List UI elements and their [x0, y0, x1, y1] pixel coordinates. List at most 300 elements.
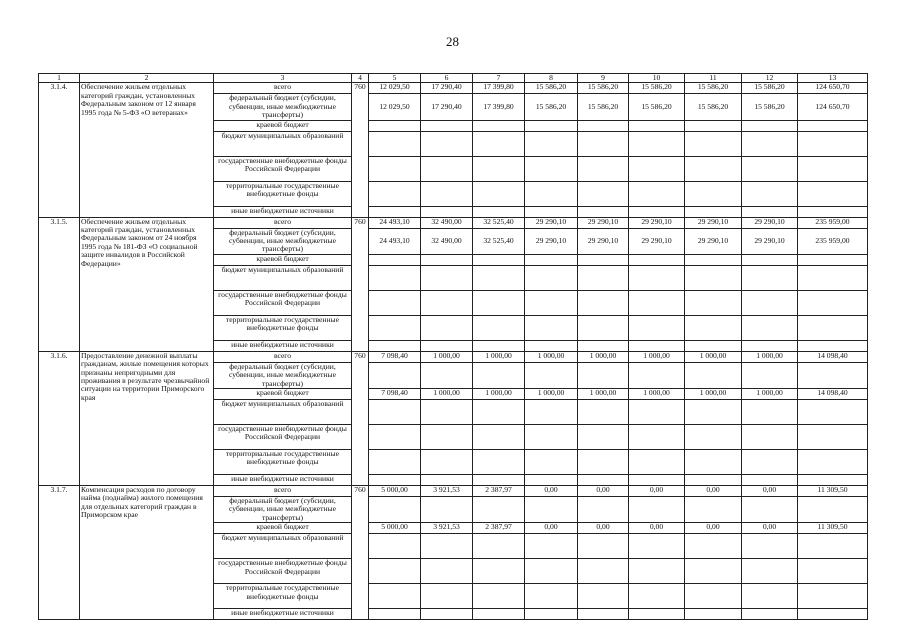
value-cell [742, 206, 798, 217]
value-cell: 29 290,10 [742, 228, 798, 254]
value-cell [629, 362, 685, 388]
value-cell: 17 399,80 [473, 83, 525, 94]
funding-source: бюджет муниципальных образований [214, 131, 352, 156]
value-cell [473, 559, 525, 584]
funding-source: бюджет муниципальных образований [214, 265, 352, 290]
funding-source: государственные внебюджетные фонды Российской Федерации [214, 156, 352, 181]
value-cell [798, 400, 868, 425]
value-cell [578, 315, 629, 340]
value-cell [473, 534, 525, 559]
value-cell [525, 425, 578, 450]
value-cell [798, 290, 868, 315]
value-cell: 15 586,20 [578, 94, 629, 120]
value-cell [369, 181, 421, 206]
value-cell [473, 254, 525, 265]
value-cell: 5 000,00 [369, 486, 421, 497]
value-cell [742, 181, 798, 206]
value-cell [421, 450, 473, 475]
value-cell: 5 000,00 [369, 523, 421, 534]
value-cell [685, 315, 742, 340]
value-cell: 12 029,50 [369, 94, 421, 120]
value-cell [369, 609, 421, 620]
value-cell: 17 290,40 [421, 83, 473, 94]
value-cell [798, 559, 868, 584]
value-cell: 124 650,70 [798, 83, 868, 94]
value-cell [421, 425, 473, 450]
funding-source: краевой бюджет [214, 254, 352, 265]
value-cell [629, 290, 685, 315]
value-cell [798, 120, 868, 131]
value-cell [473, 362, 525, 388]
value-cell [629, 609, 685, 620]
table-row [39, 217, 868, 228]
value-cell [578, 120, 629, 131]
value-cell [421, 534, 473, 559]
value-cell [578, 559, 629, 584]
value-cell [685, 131, 742, 156]
value-cell [473, 450, 525, 475]
value-cell [473, 131, 525, 156]
funding-source: краевой бюджет [214, 120, 352, 131]
section-number: 3.1.6. [39, 351, 80, 485]
value-cell [629, 584, 685, 609]
value-cell [525, 534, 578, 559]
value-cell [742, 584, 798, 609]
value-cell [629, 425, 685, 450]
value-cell [473, 120, 525, 131]
value-cell [369, 290, 421, 315]
value-cell [629, 181, 685, 206]
value-cell [525, 254, 578, 265]
value-cell [798, 340, 868, 351]
value-cell: 0,00 [742, 486, 798, 497]
value-cell [742, 362, 798, 388]
value-cell [578, 206, 629, 217]
value-cell: 15 586,20 [629, 94, 685, 120]
value-cell: 0,00 [525, 486, 578, 497]
value-cell [685, 400, 742, 425]
value-cell [473, 265, 525, 290]
value-cell [369, 584, 421, 609]
value-cell [742, 156, 798, 181]
funding-source: краевой бюджет [214, 523, 352, 534]
value-cell: 15 586,20 [742, 83, 798, 94]
value-cell [629, 315, 685, 340]
value-cell: 29 290,10 [742, 217, 798, 228]
value-cell [525, 362, 578, 388]
value-cell [525, 120, 578, 131]
value-cell [629, 450, 685, 475]
value-cell: 3 921,53 [421, 486, 473, 497]
value-cell [421, 131, 473, 156]
value-cell [578, 362, 629, 388]
value-cell: 1 000,00 [578, 389, 629, 400]
value-cell [798, 156, 868, 181]
value-cell [369, 559, 421, 584]
value-cell [798, 584, 868, 609]
funding-source: государственные внебюджетные фонды Российской Федерации [214, 425, 352, 450]
value-cell [578, 181, 629, 206]
value-cell [685, 609, 742, 620]
value-cell [525, 206, 578, 217]
funding-source: территориальные государственные внебюджетные фонды [214, 450, 352, 475]
column-header: 4 [352, 74, 369, 83]
value-cell: 0,00 [629, 486, 685, 497]
value-cell [473, 206, 525, 217]
value-cell [473, 584, 525, 609]
value-cell [685, 265, 742, 290]
header-row [39, 74, 868, 83]
value-cell: 32 525,40 [473, 228, 525, 254]
value-cell: 32 490,00 [421, 228, 473, 254]
value-cell [473, 425, 525, 450]
column-header: 6 [421, 74, 473, 83]
value-cell [685, 584, 742, 609]
value-cell: 24 493,10 [369, 217, 421, 228]
value-cell [798, 362, 868, 388]
table-row [39, 83, 868, 94]
value-cell [629, 265, 685, 290]
value-cell [421, 181, 473, 206]
value-cell [798, 315, 868, 340]
value-cell [525, 181, 578, 206]
funding-source: краевой бюджет [214, 389, 352, 400]
value-cell: 2 387,97 [473, 523, 525, 534]
value-cell: 0,00 [685, 523, 742, 534]
section-name: Компенсация расходов по договору найма (поднайма) жилого помещения для отдельных категорий граждан в Приморском крае [80, 486, 214, 620]
value-cell [369, 315, 421, 340]
value-cell [525, 340, 578, 351]
value-cell [578, 425, 629, 450]
value-cell [421, 400, 473, 425]
column-header: 7 [473, 74, 525, 83]
value-cell [578, 534, 629, 559]
value-cell [685, 206, 742, 217]
value-cell [578, 156, 629, 181]
agency-code: 760 [352, 486, 369, 620]
value-cell: 15 586,20 [578, 83, 629, 94]
value-cell [473, 340, 525, 351]
value-cell: 32 490,00 [421, 217, 473, 228]
value-cell [578, 497, 629, 523]
value-cell: 7 098,40 [369, 351, 421, 362]
value-cell [685, 475, 742, 486]
value-cell: 1 000,00 [578, 351, 629, 362]
value-cell: 17 399,80 [473, 94, 525, 120]
value-cell [369, 362, 421, 388]
value-cell [473, 156, 525, 181]
value-cell [798, 497, 868, 523]
value-cell [421, 475, 473, 486]
value-cell [421, 497, 473, 523]
page-number: 28 [446, 34, 459, 49]
value-cell: 7 098,40 [369, 389, 421, 400]
value-cell [525, 497, 578, 523]
value-cell: 14 098,40 [798, 389, 868, 400]
value-cell [798, 450, 868, 475]
table-row [39, 486, 868, 497]
section-number: 3.1.4. [39, 83, 80, 217]
value-cell [421, 609, 473, 620]
value-cell [369, 400, 421, 425]
value-cell [629, 206, 685, 217]
value-cell [742, 265, 798, 290]
section-name: Предоставление денежной выплаты гражданам, жилые помещения которых признаны непригодными для проживания в результате чрезвычайной ситуации на территории Приморского края [80, 351, 214, 485]
value-cell [421, 340, 473, 351]
value-cell [629, 131, 685, 156]
value-cell: 1 000,00 [685, 351, 742, 362]
funding-source: всего [214, 83, 352, 94]
value-cell [798, 254, 868, 265]
value-cell [525, 450, 578, 475]
value-cell [369, 497, 421, 523]
value-cell: 1 000,00 [742, 389, 798, 400]
value-cell: 1 000,00 [742, 351, 798, 362]
value-cell: 1 000,00 [629, 351, 685, 362]
column-header: 9 [578, 74, 629, 83]
value-cell [742, 254, 798, 265]
funding-source: федеральный бюджет (субсидии, субвенции, иные межбюджетные трансферты) [214, 228, 352, 254]
value-cell [578, 131, 629, 156]
value-cell [685, 559, 742, 584]
value-cell [525, 475, 578, 486]
value-cell [369, 131, 421, 156]
funding-source: федеральный бюджет (субсидии, субвенции, иные межбюджетные трансферты) [214, 94, 352, 120]
table-body [39, 74, 868, 620]
value-cell [742, 340, 798, 351]
value-cell: 0,00 [578, 486, 629, 497]
value-cell: 15 586,20 [629, 83, 685, 94]
value-cell [578, 290, 629, 315]
value-cell [685, 362, 742, 388]
value-cell: 1 000,00 [629, 389, 685, 400]
funding-source: федеральный бюджет (субсидии, субвенции, иные межбюджетные трансферты) [214, 497, 352, 523]
value-cell: 29 290,10 [578, 228, 629, 254]
section-number: 3.1.7. [39, 486, 80, 620]
value-cell [798, 609, 868, 620]
value-cell: 235 959,00 [798, 217, 868, 228]
value-cell [525, 265, 578, 290]
value-cell [685, 340, 742, 351]
funding-source: территориальные государственные внебюджетные фонды [214, 315, 352, 340]
column-header: 12 [742, 74, 798, 83]
section-name: Обеспечение жильем отдельных категорий граждан, установленных Федеральным законом от 24 ноября 1995 года № 181-ФЗ «О социальной защите инвалидов в Российской Федерации» [80, 217, 214, 351]
value-cell [369, 206, 421, 217]
value-cell [742, 450, 798, 475]
value-cell: 0,00 [629, 523, 685, 534]
value-cell [685, 120, 742, 131]
value-cell [742, 475, 798, 486]
value-cell [742, 131, 798, 156]
value-cell [629, 475, 685, 486]
value-cell [369, 425, 421, 450]
funding-source: всего [214, 486, 352, 497]
value-cell: 29 290,10 [629, 217, 685, 228]
value-cell [421, 315, 473, 340]
funding-source: бюджет муниципальных образований [214, 400, 352, 425]
column-header: 13 [798, 74, 868, 83]
value-cell [798, 534, 868, 559]
value-cell [473, 315, 525, 340]
funding-source: бюджет муниципальных образований [214, 534, 352, 559]
agency-code: 760 [352, 83, 369, 217]
funding-source: иные внебюджетные источники [214, 340, 352, 351]
value-cell: 32 525,40 [473, 217, 525, 228]
value-cell: 2 387,97 [473, 486, 525, 497]
value-cell [369, 534, 421, 559]
value-cell [473, 475, 525, 486]
value-cell [421, 120, 473, 131]
value-cell: 29 290,10 [525, 217, 578, 228]
value-cell [525, 315, 578, 340]
value-cell [473, 290, 525, 315]
value-cell [473, 181, 525, 206]
value-cell [421, 584, 473, 609]
value-cell: 1 000,00 [525, 389, 578, 400]
value-cell [685, 497, 742, 523]
value-cell [369, 156, 421, 181]
value-cell: 0,00 [742, 523, 798, 534]
value-cell [578, 450, 629, 475]
funding-source: государственные внебюджетные фонды Российской Федерации [214, 290, 352, 315]
value-cell: 29 290,10 [578, 217, 629, 228]
section-name: Обеспечение жильем отдельных категорий граждан, установленных Федеральным законом от 12 января 1995 года № 5-ФЗ «О ветеранах» [80, 83, 214, 217]
value-cell: 15 586,20 [525, 94, 578, 120]
value-cell [578, 340, 629, 351]
value-cell [685, 290, 742, 315]
funding-source: всего [214, 351, 352, 362]
value-cell [742, 497, 798, 523]
value-cell: 1 000,00 [473, 389, 525, 400]
budget-table [38, 73, 868, 620]
value-cell [421, 559, 473, 584]
value-cell: 15 586,20 [685, 83, 742, 94]
funding-source: всего [214, 217, 352, 228]
value-cell: 235 959,00 [798, 228, 868, 254]
value-cell: 15 586,20 [685, 94, 742, 120]
value-cell [525, 290, 578, 315]
value-cell: 1 000,00 [421, 389, 473, 400]
value-cell: 29 290,10 [629, 228, 685, 254]
value-cell: 24 493,10 [369, 228, 421, 254]
value-cell: 11 309,50 [798, 486, 868, 497]
funding-source: иные внебюджетные источники [214, 475, 352, 486]
value-cell [685, 181, 742, 206]
value-cell: 14 098,40 [798, 351, 868, 362]
value-cell [685, 156, 742, 181]
value-cell [578, 254, 629, 265]
value-cell: 0,00 [578, 523, 629, 534]
value-cell [629, 497, 685, 523]
value-cell [798, 265, 868, 290]
value-cell [525, 400, 578, 425]
value-cell [629, 340, 685, 351]
column-header: 10 [629, 74, 685, 83]
value-cell [742, 315, 798, 340]
funding-source: территориальные государственные внебюджетные фонды [214, 181, 352, 206]
value-cell [742, 290, 798, 315]
column-header: 3 [214, 74, 352, 83]
value-cell [798, 181, 868, 206]
value-cell: 1 000,00 [685, 389, 742, 400]
value-cell [369, 265, 421, 290]
funding-source: иные внебюджетные источники [214, 206, 352, 217]
value-cell [578, 265, 629, 290]
value-cell [369, 254, 421, 265]
column-header: 1 [39, 74, 80, 83]
value-cell: 124 650,70 [798, 94, 868, 120]
value-cell [742, 120, 798, 131]
value-cell [798, 131, 868, 156]
value-cell [685, 425, 742, 450]
value-cell: 17 290,40 [421, 94, 473, 120]
section-number: 3.1.5. [39, 217, 80, 351]
agency-code: 760 [352, 217, 369, 351]
value-cell [742, 400, 798, 425]
funding-source: федеральный бюджет (субсидии, субвенции, иные межбюджетные трансферты) [214, 362, 352, 388]
value-cell [421, 265, 473, 290]
value-cell [578, 584, 629, 609]
value-cell [742, 425, 798, 450]
value-cell [629, 156, 685, 181]
value-cell: 12 029,50 [369, 83, 421, 94]
value-cell [369, 120, 421, 131]
value-cell [421, 362, 473, 388]
value-cell: 29 290,10 [685, 228, 742, 254]
value-cell [578, 475, 629, 486]
value-cell [798, 206, 868, 217]
value-cell [629, 120, 685, 131]
agency-code: 760 [352, 351, 369, 485]
table-row [39, 351, 868, 362]
column-header: 11 [685, 74, 742, 83]
funding-source: иные внебюджетные источники [214, 609, 352, 620]
column-header: 8 [525, 74, 578, 83]
value-cell: 15 586,20 [525, 83, 578, 94]
value-cell [525, 156, 578, 181]
value-cell [369, 475, 421, 486]
value-cell [629, 400, 685, 425]
funding-source: государственные внебюджетные фонды Российской Федерации [214, 559, 352, 584]
value-cell [578, 609, 629, 620]
value-cell: 0,00 [525, 523, 578, 534]
value-cell [742, 534, 798, 559]
value-cell: 3 921,53 [421, 523, 473, 534]
value-cell [798, 475, 868, 486]
value-cell: 1 000,00 [421, 351, 473, 362]
value-cell [421, 290, 473, 315]
value-cell [742, 559, 798, 584]
value-cell [525, 609, 578, 620]
value-cell [421, 156, 473, 181]
column-header: 5 [369, 74, 421, 83]
value-cell [629, 559, 685, 584]
value-cell [473, 609, 525, 620]
value-cell [369, 450, 421, 475]
funding-source: территориальные государственные внебюджетные фонды [214, 584, 352, 609]
value-cell [742, 609, 798, 620]
column-header: 2 [80, 74, 214, 83]
value-cell [578, 400, 629, 425]
value-cell [421, 254, 473, 265]
value-cell [525, 131, 578, 156]
value-cell: 1 000,00 [525, 351, 578, 362]
value-cell [369, 340, 421, 351]
value-cell: 1 000,00 [473, 351, 525, 362]
value-cell [629, 254, 685, 265]
value-cell [421, 206, 473, 217]
value-cell [629, 534, 685, 559]
